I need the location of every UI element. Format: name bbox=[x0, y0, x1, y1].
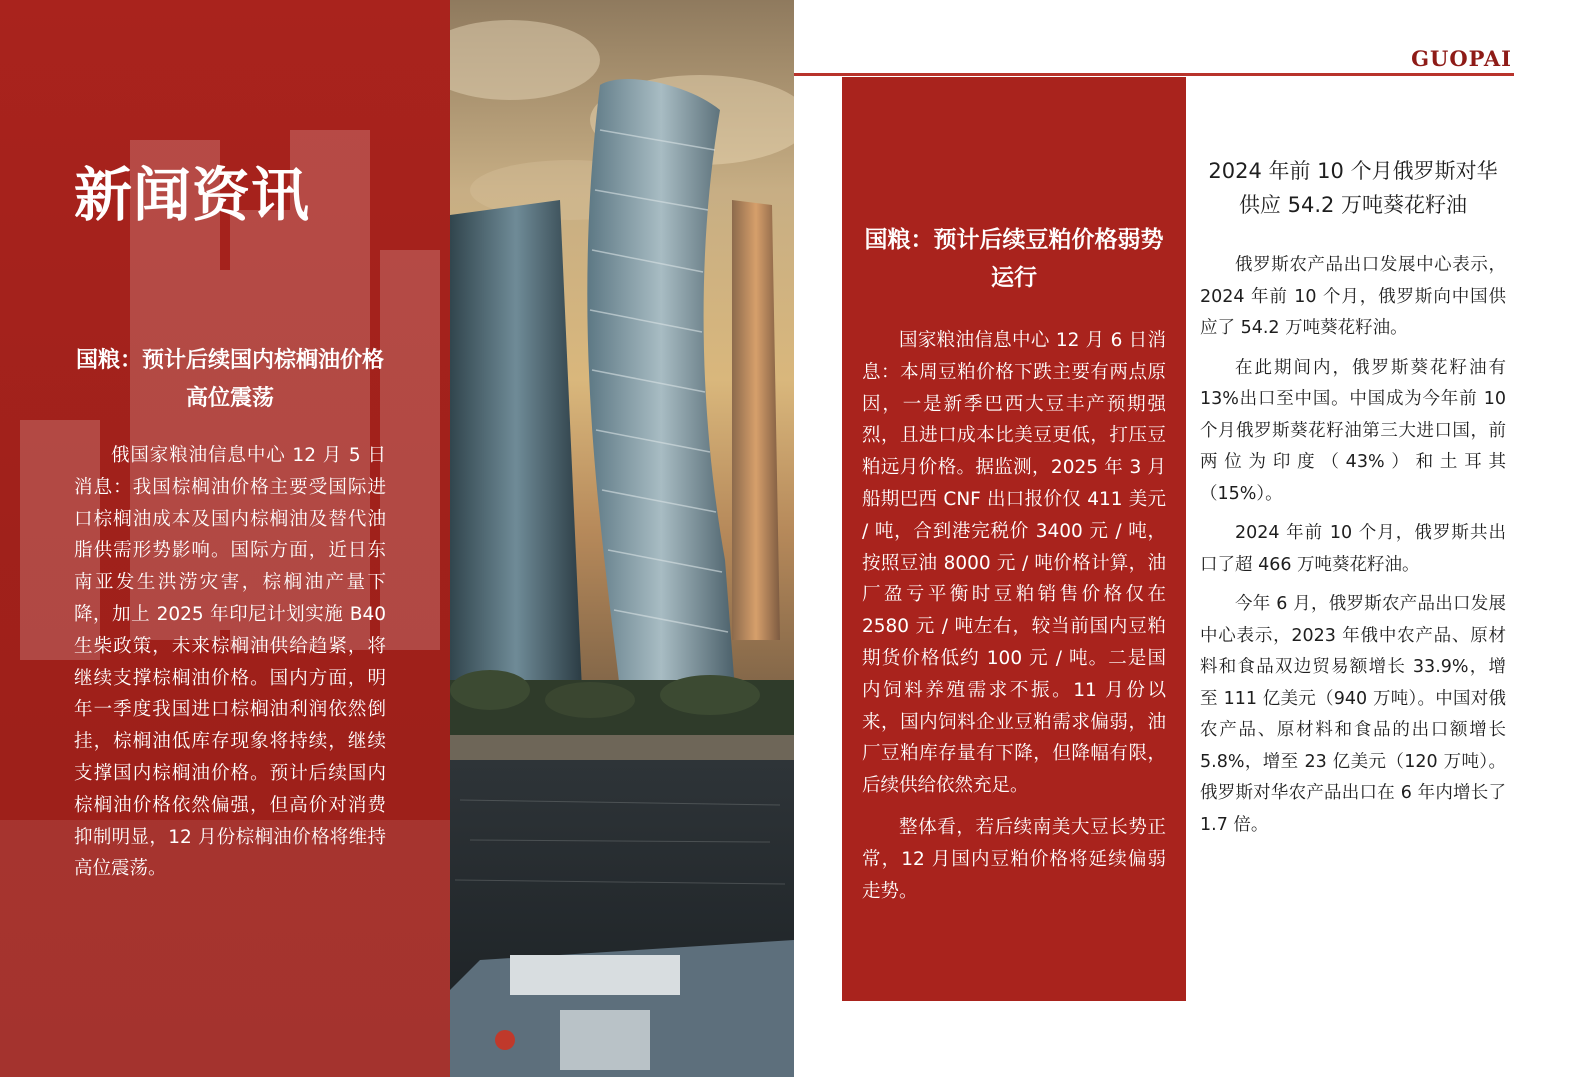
skyscraper-photo bbox=[450, 0, 794, 1077]
left-article-title: 国粮：预计后续国内棕榈油价格高位震荡 bbox=[75, 348, 384, 411]
left-news-panel bbox=[0, 0, 450, 1077]
right-article bbox=[1200, 154, 1506, 841]
middle-article-title: 国粮：预计后续豆粕价格弱势运行 bbox=[864, 227, 1164, 291]
right-article-paragraph-2: 在此期间内，俄罗斯葵花籽油有 13%出口至中国。中国成为今年前 10 个月俄罗斯葵花籽油第三大进口国，前两位为印度（43%）和土耳其（15%）。 bbox=[1200, 357, 1506, 504]
middle-article-paragraph-2: 整体看，若后续南美大豆长势正常，12 月国内豆粕价格将延续偏弱走势。 bbox=[862, 816, 1166, 902]
right-article-paragraph-3: 2024 年前 10 个月，俄罗斯共出口了超 466 万吨葵花籽油。 bbox=[1200, 523, 1506, 575]
brand-logo-text: GUOPAI bbox=[1411, 46, 1512, 71]
right-article-paragraph-4: 今年 6 月，俄罗斯农产品出口发展中心表示，2023 年俄中农产品、原材料和食品双边贸易额增长 33.9%，增至 111 亿美元（940 万吨）。中国对俄农产品、原材料和食品的出口额增长 5.8%，增至 23 亿美元（120 万吨）。 俄罗斯对华农产品出口在 6 年内增长了 1.7 倍。 bbox=[1200, 594, 1506, 835]
middle-article-paragraph-1: 国家粮油信息中心 12 月 6 日消息：本周豆粕价格下跌主要有两点原因，一是新季巴西大豆丰产预期强烈，且进口成本比美豆更低，打压豆粕远月价格。据监测，2025 年 3 月船期巴西 CNF 出口报价仅 411 美元 / 吨，合到港完税价 3400 元 / 吨，按照豆油 8000 元 / 吨价格计算，油厂盈亏平衡时豆粕销售价格仅在 2580 元 / 吨左右，较当前国内豆粕期货价格低约 100 元 / 吨。二是国内饲料养殖需求不振。11 月份以来，国内饲料企业豆粕需求偏弱，油厂豆粕库存量有下降，但降幅有限，后续供给依然充足。 bbox=[862, 330, 1166, 797]
header-rule bbox=[794, 73, 1514, 76]
left-article bbox=[74, 342, 386, 885]
middle-news-panel bbox=[842, 77, 1186, 1001]
left-article-body: 俄国家粮油信息中心 12 月 5 日消息：我国棕榈油价格主要受国际进口棕榈油成本及国内棕榈油及替代油脂供需形势影响。国际方面，近日东南亚发生洪涝灾害，棕榈油产量下降，加上 2025 年印尼计划实施 B40 生柴政策，未来棕榈油供给趋紧，将继续支撑棕榈油价格。国内方面，明年一季度我国进口棕榈油利润依然倒挂，棕榈油低库存现象将持续，继续支撑国内棕榈油价格。预计后续国内棕榈油价格依然偏强，但高价对消费抑制明显，12 月份棕榈油价格将维持高位震荡。 bbox=[74, 445, 386, 880]
right-article-title: 2024 年前 10 个月俄罗斯对华供应 54.2 万吨葵花籽油 bbox=[1208, 159, 1498, 217]
section-title: 新闻资讯 bbox=[74, 161, 311, 229]
right-article-paragraph-1: 俄罗斯农产品出口发展中心表示，2024 年前 10 个月，俄罗斯向中国供应了 54.2 万吨葵花籽油。 bbox=[1200, 255, 1506, 338]
middle-article bbox=[862, 221, 1166, 907]
